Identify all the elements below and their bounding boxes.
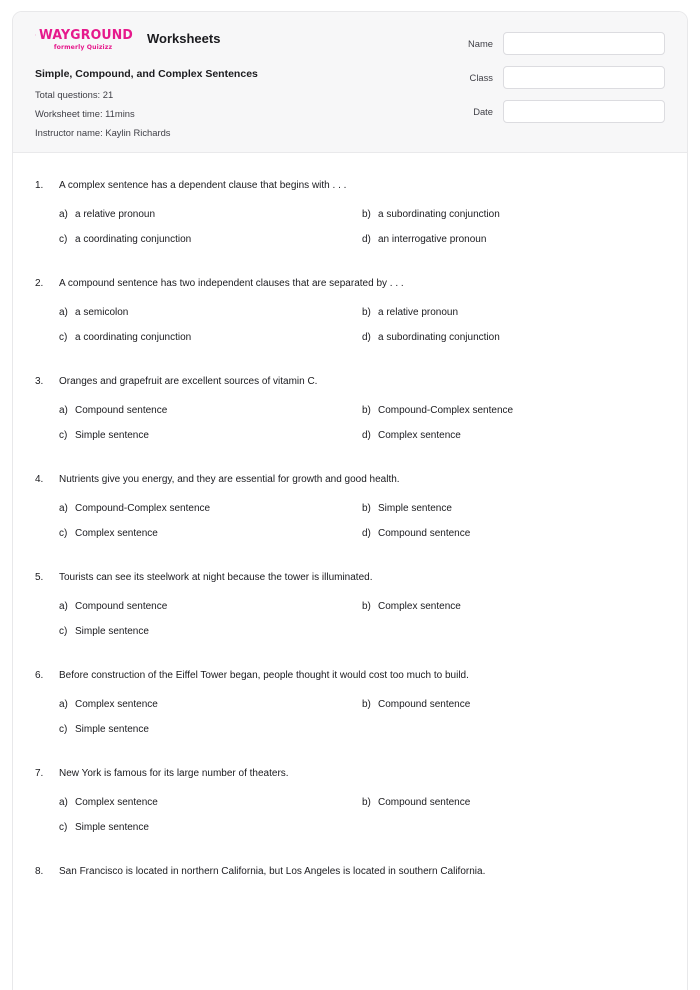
option-key: a) bbox=[59, 405, 68, 416]
answer-option[interactable] bbox=[362, 698, 665, 723]
question-head bbox=[35, 571, 665, 584]
field-row-name bbox=[431, 32, 665, 55]
option-text: Compound sentence bbox=[75, 601, 168, 612]
answer-option[interactable] bbox=[59, 306, 362, 319]
answer-option[interactable] bbox=[59, 208, 362, 221]
option-text: Compound-Complex sentence bbox=[75, 503, 211, 514]
question-text: A complex sentence has a dependent clause that begins with . . . bbox=[59, 180, 347, 191]
question-block bbox=[35, 179, 665, 246]
option-key: d) bbox=[362, 430, 371, 441]
question-number: 7. bbox=[35, 768, 44, 779]
option-text: an interrogative pronoun bbox=[378, 234, 487, 245]
answer-option[interactable] bbox=[59, 796, 362, 809]
option-text: Simple sentence bbox=[75, 822, 149, 833]
option-key: c) bbox=[59, 234, 68, 245]
question-text: A compound sentence has two independent clauses that are separated by . . . bbox=[59, 278, 404, 289]
option-key: a) bbox=[59, 307, 68, 318]
answer-option[interactable] bbox=[362, 331, 665, 344]
answer-option[interactable] bbox=[362, 600, 665, 625]
option-text: a semicolon bbox=[75, 307, 129, 318]
question-head bbox=[35, 277, 665, 290]
option-text: Simple sentence bbox=[75, 430, 149, 441]
question-head bbox=[35, 375, 665, 388]
question-text: Oranges and grapefruit are excellent sources of vitamin C. bbox=[59, 376, 318, 387]
answer-option[interactable] bbox=[362, 429, 665, 442]
option-key: d) bbox=[362, 528, 371, 539]
answer-option[interactable] bbox=[362, 233, 665, 246]
class-label: Class bbox=[469, 72, 493, 83]
option-text: Complex sentence bbox=[75, 699, 158, 710]
question-block bbox=[35, 571, 665, 638]
option-text: a subordinating conjunction bbox=[378, 209, 500, 220]
name-input[interactable] bbox=[503, 32, 665, 55]
answer-option[interactable] bbox=[59, 723, 362, 736]
option-key: a) bbox=[59, 503, 68, 514]
question-text: Before construction of the Eiffel Tower began, people thought it would cost too much to build. bbox=[59, 670, 469, 681]
options-grid bbox=[35, 208, 665, 246]
option-text: Compound sentence bbox=[378, 699, 471, 710]
question-number: 3. bbox=[35, 376, 44, 387]
question-text: Tourists can see its steelwork at night because the tower is illuminated. bbox=[59, 572, 373, 583]
options-grid bbox=[35, 600, 665, 638]
question-block bbox=[35, 669, 665, 736]
question-head bbox=[35, 767, 665, 780]
answer-option[interactable] bbox=[362, 527, 665, 540]
question-head bbox=[35, 179, 665, 192]
option-key: c) bbox=[59, 626, 68, 637]
question-number: 8. bbox=[35, 866, 44, 877]
option-text: a relative pronoun bbox=[378, 307, 459, 318]
field-row-date bbox=[431, 100, 665, 123]
option-text: Simple sentence bbox=[378, 503, 452, 514]
answer-option[interactable] bbox=[362, 208, 665, 221]
date-input[interactable] bbox=[503, 100, 665, 123]
logo-top-row bbox=[35, 26, 133, 43]
worksheet-meta bbox=[35, 68, 258, 138]
options-grid bbox=[35, 796, 665, 834]
option-key: d) bbox=[362, 234, 371, 245]
option-key: b) bbox=[362, 209, 371, 220]
option-key: b) bbox=[362, 405, 371, 416]
option-key: b) bbox=[362, 307, 371, 318]
answer-option[interactable] bbox=[362, 306, 665, 319]
app-title: Worksheets bbox=[147, 31, 221, 46]
option-text: Compound sentence bbox=[378, 528, 471, 539]
option-text: Complex sentence bbox=[378, 601, 461, 612]
question-block bbox=[35, 473, 665, 540]
question-head bbox=[35, 669, 665, 682]
option-text: Simple sentence bbox=[75, 724, 149, 735]
options-grid bbox=[35, 306, 665, 344]
option-key: c) bbox=[59, 528, 68, 539]
question-head bbox=[35, 865, 665, 878]
answer-option[interactable] bbox=[59, 600, 362, 613]
option-text: Compound sentence bbox=[75, 405, 168, 416]
logo-wordmark: WAYGROUND bbox=[38, 26, 133, 43]
question-text: San Francisco is located in northern California, but Los Angeles is located in southern California. bbox=[59, 866, 486, 877]
answer-option[interactable] bbox=[59, 331, 362, 344]
question-text: Nutrients give you energy, and they are essential for growth and good health. bbox=[59, 474, 400, 485]
wayground-logo bbox=[35, 28, 133, 51]
option-key: c) bbox=[59, 822, 68, 833]
option-text: Compound sentence bbox=[378, 797, 471, 808]
answer-option[interactable] bbox=[59, 527, 362, 540]
options-grid bbox=[35, 404, 665, 442]
student-fields bbox=[431, 32, 665, 123]
option-key: a) bbox=[59, 601, 68, 612]
question-block bbox=[35, 375, 665, 442]
option-text: Compound-Complex sentence bbox=[378, 405, 514, 416]
total-questions: Total questions: 21 bbox=[35, 89, 114, 100]
brand-row bbox=[35, 28, 220, 51]
question-number: 1. bbox=[35, 180, 44, 191]
option-key: b) bbox=[362, 601, 371, 612]
option-key: b) bbox=[362, 699, 371, 710]
questions-list bbox=[13, 153, 687, 878]
worksheet-time: Worksheet time: 11mins bbox=[35, 108, 135, 119]
question-head bbox=[35, 473, 665, 486]
class-input[interactable] bbox=[503, 66, 665, 89]
option-key: c) bbox=[59, 430, 68, 441]
option-text: Complex sentence bbox=[75, 797, 158, 808]
option-key: a) bbox=[59, 699, 68, 710]
option-key: c) bbox=[59, 332, 68, 343]
answer-option[interactable] bbox=[59, 233, 362, 246]
option-key: a) bbox=[59, 797, 68, 808]
logo-tagline: formerly Quizizz bbox=[53, 43, 113, 51]
question-number: 5. bbox=[35, 572, 44, 583]
wayground-logo-mark bbox=[35, 29, 36, 41]
field-row-class bbox=[431, 66, 665, 89]
option-key: b) bbox=[362, 503, 371, 514]
question-block bbox=[35, 767, 665, 834]
answer-option[interactable] bbox=[59, 404, 362, 417]
answer-option[interactable] bbox=[362, 796, 665, 821]
option-key: b) bbox=[362, 797, 371, 808]
option-text: Simple sentence bbox=[75, 626, 149, 637]
answer-option[interactable] bbox=[59, 698, 362, 711]
question-number: 6. bbox=[35, 670, 44, 681]
answer-option[interactable] bbox=[59, 429, 362, 442]
worksheet-header bbox=[13, 12, 687, 153]
question-block bbox=[35, 277, 665, 344]
options-grid bbox=[35, 698, 665, 736]
answer-option[interactable] bbox=[59, 502, 362, 515]
option-key: a) bbox=[59, 209, 68, 220]
question-number: 2. bbox=[35, 278, 44, 289]
option-text: a subordinating conjunction bbox=[378, 332, 500, 343]
option-text: a relative pronoun bbox=[75, 209, 156, 220]
answer-option[interactable] bbox=[362, 502, 665, 515]
question-block bbox=[35, 865, 665, 878]
worksheet-title: Simple, Compound, and Complex Sentences bbox=[35, 68, 258, 80]
question-number: 4. bbox=[35, 474, 44, 485]
option-text: Complex sentence bbox=[75, 528, 158, 539]
date-label: Date bbox=[473, 106, 493, 117]
worksheet-sheet bbox=[12, 11, 688, 990]
answer-option[interactable] bbox=[362, 404, 665, 417]
option-key: c) bbox=[59, 724, 68, 735]
question-text: New York is famous for its large number of theaters. bbox=[59, 768, 289, 779]
answer-option[interactable] bbox=[59, 625, 362, 638]
option-text: Complex sentence bbox=[378, 430, 461, 441]
option-text: a coordinating conjunction bbox=[75, 234, 192, 245]
option-text: a coordinating conjunction bbox=[75, 332, 192, 343]
instructor-name: Instructor name: Kaylin Richards bbox=[35, 127, 171, 138]
answer-option[interactable] bbox=[59, 821, 362, 834]
name-label: Name bbox=[467, 38, 493, 49]
option-key: d) bbox=[362, 332, 371, 343]
options-grid bbox=[35, 502, 665, 540]
